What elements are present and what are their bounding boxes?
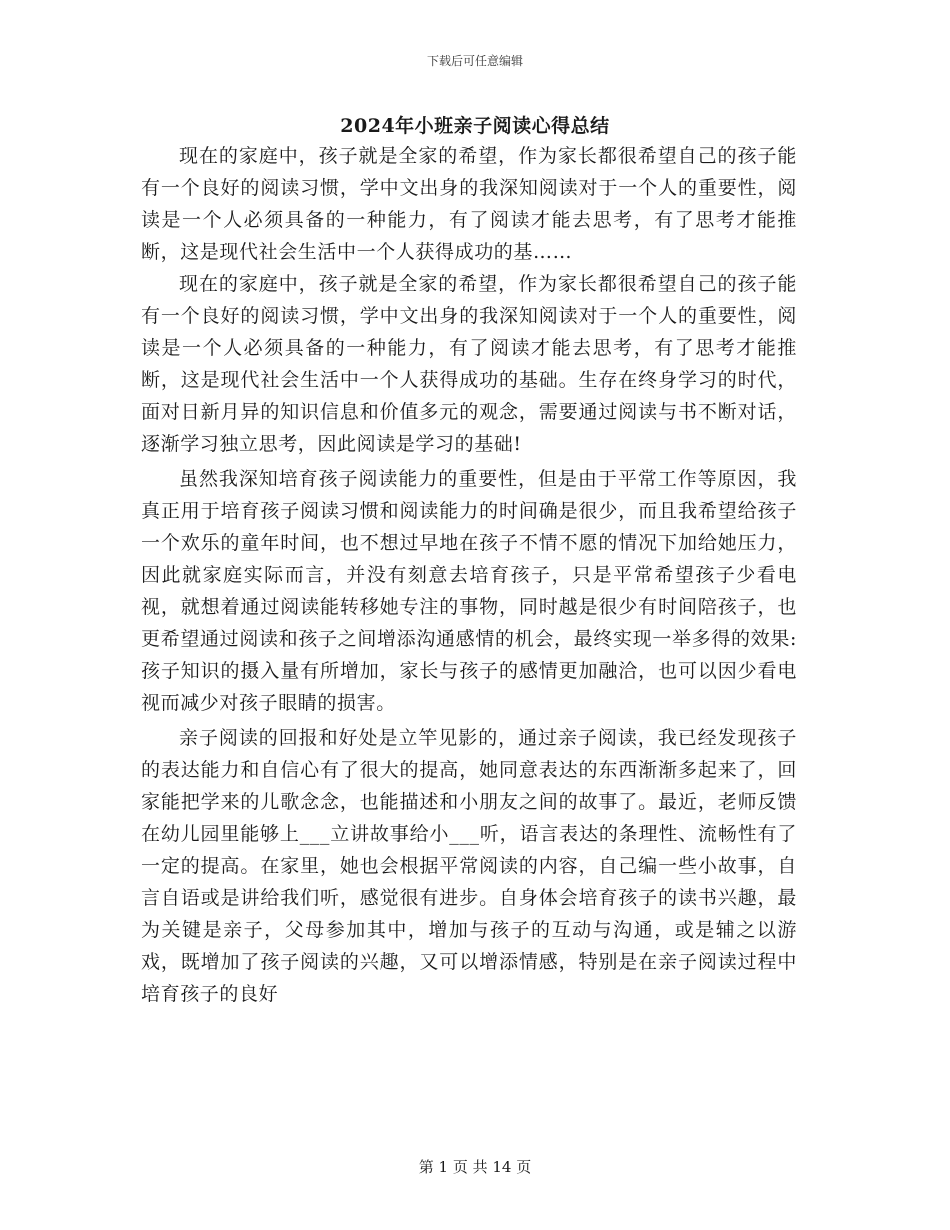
paragraph-benefits: 亲子阅读的回报和好处是立竿见影的，通过亲子阅读，我已经发现孩子的表达能力和自信心有了很大的提高，她同意表达的东西渐渐多起来了，回家能把学来的儿歌念念，也能描述和小朋友之间的故事了。最近，老师反馈在幼儿园里能够上___立讲故事给小___听，语言表达的条理性、流畅性有了一定的提高。在家里，她也会根据平常阅读的内容，自己编一些小故事，自言自语或是讲给我们听，感觉很有进步。自身体会培育孩子的读书兴趣，最为关键是亲子，父母参加其中，增加与孩子的互动与沟通，或是辅之以游戏，既增加了孩子阅读的兴趣，又可以增添情感，特别是在亲子阅读过程中培育孩子的良好 bbox=[141, 727, 797, 1005]
document-body bbox=[141, 140, 797, 1010]
page-header-note: 下载后可任意编辑 bbox=[426, 54, 523, 68]
paragraph-reason: 虽然我深知培育孩子阅读能力的重要性，但是由于平常工作等原因，我真正用于培育孩子阅读习惯和阅读能力的时间确是很少，而且我希望给孩子一个欢乐的童年时间，也不想过早地在孩子不情不愿的情况下加给她压力，因此就家庭实际而言，并没有刻意去培育孩子，只是平常希望孩子少看电视，就想着通过阅读能转移她专注的事物，同时越是很少有时间陪孩子，也更希望通过阅读和孩子之间增添沟通感情的机会，最终实现一举多得的效果:孩子知识的摄入量有所增加，家长与孩子的感情更加融洽，也可以因少看电视而减少对孩子眼睛的损害。 bbox=[141, 468, 797, 714]
paragraph-excerpt: 现在的家庭中，孩子就是全家的希望，作为家长都很希望自己的孩子能有一个良好的阅读习惯，学中文出身的我深知阅读对于一个人的重要性，阅读是一个人必须具备的一种能力，有了阅读才能去思考，有了思考才能推断，这是现代社会生活中一个人获得成功的基…… bbox=[141, 145, 797, 263]
page-number: 第 1 页 共 14 页 bbox=[418, 1158, 532, 1176]
document-title: 2024年小班亲子阅读心得总结 bbox=[340, 115, 610, 137]
paragraph-intro: 现在的家庭中，孩子就是全家的希望，作为家长都很希望自己的孩子能有一个良好的阅读习惯，学中文出身的我深知阅读对于一个人的重要性，阅读是一个人必须具备的一种能力，有了阅读才能去思考，有了思考才能推断，这是现代社会生活中一个人获得成功的基础。生存在终身学习的时代，面对日新月异的知识信息和价值多元的观念，需要通过阅读与书不断对话，逐渐学习独立思考，因此阅读是学习的基础! bbox=[141, 273, 797, 455]
